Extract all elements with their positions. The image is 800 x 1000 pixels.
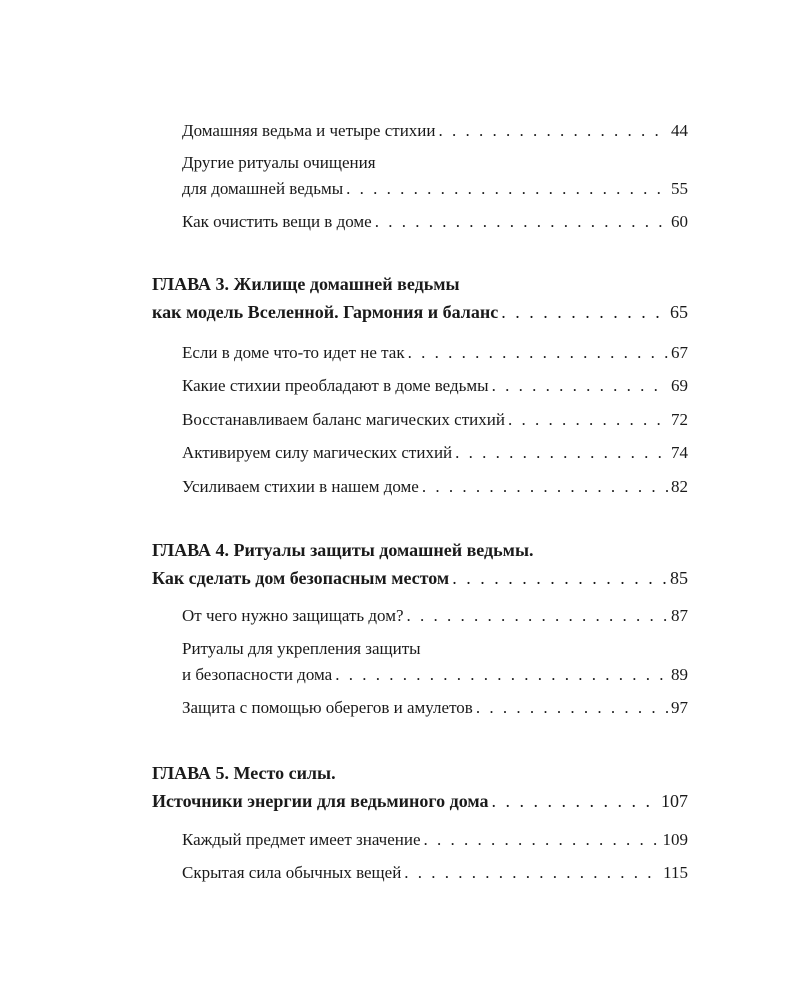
dot-leader bbox=[508, 407, 668, 433]
toc-entry-title: и безопасности дома bbox=[182, 665, 333, 684]
toc-page-number: 72 bbox=[671, 410, 688, 429]
toc-page-number: 69 bbox=[671, 376, 688, 395]
toc-page-number: 107 bbox=[661, 791, 688, 811]
toc-entry bbox=[182, 636, 688, 688]
toc-entry bbox=[182, 209, 688, 235]
toc-entry-title: Защита с помощью оберегов и амулетов bbox=[182, 698, 473, 717]
toc-entry bbox=[182, 440, 688, 466]
toc-page-number: 85 bbox=[670, 568, 688, 588]
dot-leader bbox=[404, 860, 660, 886]
dot-leader bbox=[492, 787, 659, 815]
dot-leader bbox=[455, 440, 668, 466]
toc-entry bbox=[182, 150, 688, 202]
chapter-heading bbox=[152, 759, 688, 815]
chapter-title: Как сделать дом безопасным местом bbox=[152, 568, 450, 588]
toc-page-number: 65 bbox=[670, 302, 688, 322]
dot-leader bbox=[501, 298, 667, 326]
chapter-title-line: ГЛАВА 3. Жилище домашней ведьмы bbox=[152, 274, 460, 294]
toc-entry bbox=[182, 695, 688, 721]
toc-entry-title: Как очистить вещи в доме bbox=[182, 212, 372, 231]
toc-entry bbox=[182, 827, 688, 853]
dot-leader bbox=[438, 118, 668, 144]
toc-entry bbox=[182, 474, 688, 500]
toc-entry bbox=[182, 860, 688, 886]
toc-entry-title-line: Другие ритуалы очищения bbox=[182, 153, 376, 172]
toc-page-number: 87 bbox=[671, 606, 688, 625]
dot-leader bbox=[335, 662, 668, 688]
toc-page-number: 60 bbox=[671, 212, 688, 231]
toc-page-number: 44 bbox=[671, 121, 688, 140]
toc-entry-title-line: Ритуалы для укрепления защиты bbox=[182, 639, 421, 658]
dot-leader bbox=[452, 564, 667, 592]
toc-page-number: 67 bbox=[671, 343, 688, 362]
chapter-heading bbox=[152, 536, 688, 592]
toc-entry bbox=[182, 603, 688, 629]
toc-entry-title: От чего нужно защищать дом? bbox=[182, 606, 404, 625]
chapter-title-line: ГЛАВА 5. Место силы. bbox=[152, 763, 336, 783]
toc-page-number: 82 bbox=[671, 477, 688, 496]
dot-leader bbox=[407, 603, 668, 629]
toc-page-number: 115 bbox=[663, 863, 688, 882]
dot-leader bbox=[375, 209, 668, 235]
dot-leader bbox=[476, 695, 668, 721]
toc-entry bbox=[182, 373, 688, 399]
toc-page-number: 109 bbox=[662, 830, 688, 849]
toc-entry-title: Скрытая сила обычных вещей bbox=[182, 863, 402, 882]
toc-entry-title: Если в доме что-то идет не так bbox=[182, 343, 405, 362]
toc-page-number: 89 bbox=[671, 665, 688, 684]
toc-entry bbox=[182, 407, 688, 433]
toc-page-number: 74 bbox=[671, 443, 688, 462]
dot-leader bbox=[424, 827, 660, 853]
dot-leader bbox=[346, 176, 668, 202]
toc-entry-title: Каждый предмет имеет значение bbox=[182, 830, 421, 849]
toc-entry bbox=[182, 340, 688, 366]
toc-entry bbox=[182, 118, 688, 144]
toc-entry-title: Восстанавливаем баланс магических стихий bbox=[182, 410, 505, 429]
toc-page-number: 97 bbox=[671, 698, 688, 717]
dot-leader bbox=[408, 340, 668, 366]
toc-entry-title: Домашняя ведьма и четыре стихии bbox=[182, 121, 436, 140]
dot-leader bbox=[492, 373, 668, 399]
toc-entry-title: для домашней ведьмы bbox=[182, 179, 344, 198]
toc-entry-title: Усиливаем стихии в нашем доме bbox=[182, 477, 419, 496]
chapter-title-line: ГЛАВА 4. Ритуалы защиты домашней ведьмы. bbox=[152, 540, 534, 560]
chapter-title: как модель Вселенной. Гармония и баланс bbox=[152, 302, 499, 322]
chapter-heading bbox=[152, 270, 688, 326]
toc-entry-title: Какие стихии преобладают в доме ведьмы bbox=[182, 376, 489, 395]
toc-entry-title: Активируем силу магических стихий bbox=[182, 443, 453, 462]
toc-page-number: 55 bbox=[671, 179, 688, 198]
chapter-title: Источники энергии для ведьминого дома bbox=[152, 791, 489, 811]
dot-leader bbox=[422, 474, 668, 500]
